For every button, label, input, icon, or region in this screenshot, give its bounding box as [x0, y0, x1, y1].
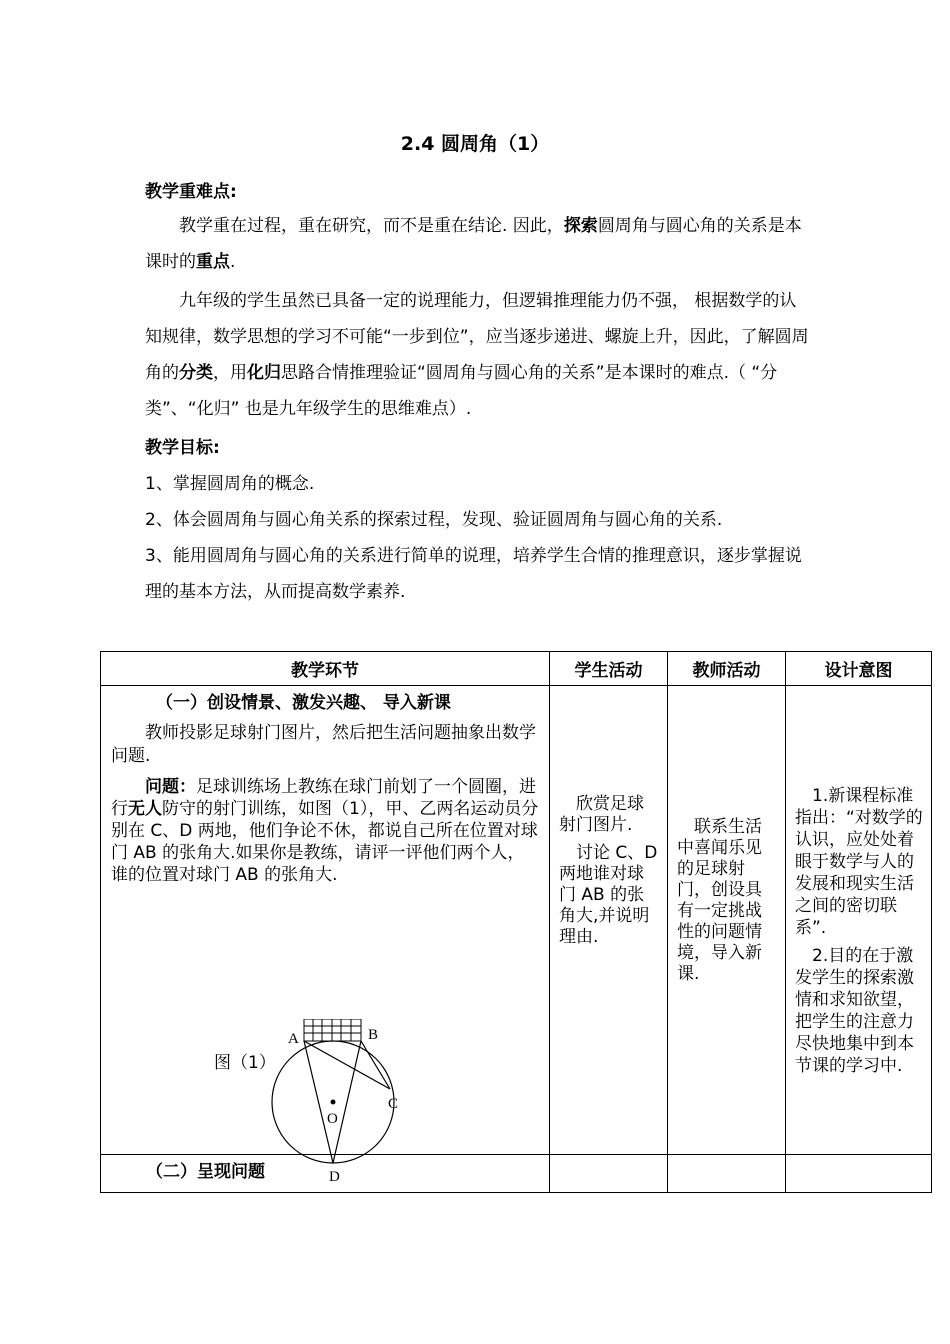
section2-student-activity [550, 1155, 668, 1193]
student-activity-1: 欣赏足球射门图片. [559, 794, 644, 835]
section2-heading: （二）呈现问题 [146, 1162, 265, 1182]
table-row [101, 686, 932, 1155]
header-student-activity: 学生活动 [550, 652, 668, 686]
point-b-label: B [368, 1027, 379, 1043]
section1-design-intent [786, 686, 932, 1155]
goal-net [304, 1019, 361, 1041]
header-design-intent: 设计意图 [786, 652, 932, 686]
difficulty-paragraph-2: 九年级的学生虽然已具备一定的说理能力，但逻辑推理能力仍不强， 根据数学的认知规律，数学思想的学习不可能“一步到位”，应当逐步递进、螺旋上升，因此，了解圆周角的分类，用化归思路合情推理验证“圆周角与圆心角的关系”是本课时的难点.（ “分类”、“化归” 也是九年级学生的思维难点）. [145, 291, 809, 419]
section2-teacher-activity [668, 1155, 786, 1193]
section1-heading: （一）创设情景、激发兴趣、 导入新课 [156, 693, 451, 713]
section2-design-intent [786, 1155, 932, 1193]
table-header-row [101, 652, 932, 686]
student-activity-2: 讨论 C、D 两地谁对球门 AB 的张角大,并说明理由. [559, 843, 658, 947]
teacher-activity-text: 联系生活中喜闻乐见的足球射门，创设具有一定挑战性的问题情境，导入新课. [677, 817, 762, 984]
goals-heading: 教学目标: [145, 438, 220, 458]
lesson-table [100, 651, 932, 1193]
point-a-label: A [288, 1031, 299, 1047]
header-teacher-activity: 教师活动 [668, 652, 786, 686]
soccer-goal-diagram [261, 1019, 411, 1189]
figure-label: 图（1） [214, 1053, 276, 1073]
section1-student-activity [550, 686, 668, 1155]
center-point [331, 1100, 336, 1105]
section1-problem: 问题：足球训练场上教练在球门前划了一个圆圈，进行无人防守的射门训练，如图（1），甲、乙两名运动员分别在 C、D 两地，他们争论不休，都说自己所在位置对球门 AB 的张角大.如果你是教练，请评一评他们两个人，谁的位置对球门 AB 的张角大. [111, 777, 539, 885]
page-title: 2.4 圆周角（1） [400, 133, 550, 155]
goal-item-3: 3、能用圆周角与圆心角的关系进行简单的说理，培养学生合情的推理意识，逐步掌握说理的基本方法，从而提高数学素养. [145, 546, 802, 602]
goal-item-2: 2、体会圆周角与圆心角关系的探索过程，发现、验证圆周角与圆心角的关系. [145, 510, 723, 530]
header-teaching-step: 教学环节 [101, 652, 550, 686]
section1-intro: 教师投影足球射门图片，然后把生活问题抽象出数学问题. [111, 723, 536, 766]
goal-item-1: 1、掌握圆周角的概念. [145, 474, 315, 494]
section1-teacher-activity [668, 686, 786, 1155]
design-intent-2: 2.目的在于激发学生的探索激情和求知欲望，把学生的注意力尽快地集中到本节课的学习中. [795, 946, 914, 1076]
difficulty-paragraph-1: 教学重在过程，重在研究，而不是重在结论. 因此，探索圆周角与圆心角的关系是本课时的重点. [145, 216, 802, 272]
difficulty-heading: 教学重难点: [145, 182, 237, 202]
design-intent-1: 1.新课程标准指出：“对数学的认识，应处处着眼于数学与人的发展和现实生活之间的密切联系”. [795, 786, 923, 938]
point-c-label: C [388, 1096, 399, 1112]
table-row [101, 1155, 932, 1193]
point-d-label: D [329, 1169, 340, 1185]
point-o-label: O [327, 1111, 338, 1127]
